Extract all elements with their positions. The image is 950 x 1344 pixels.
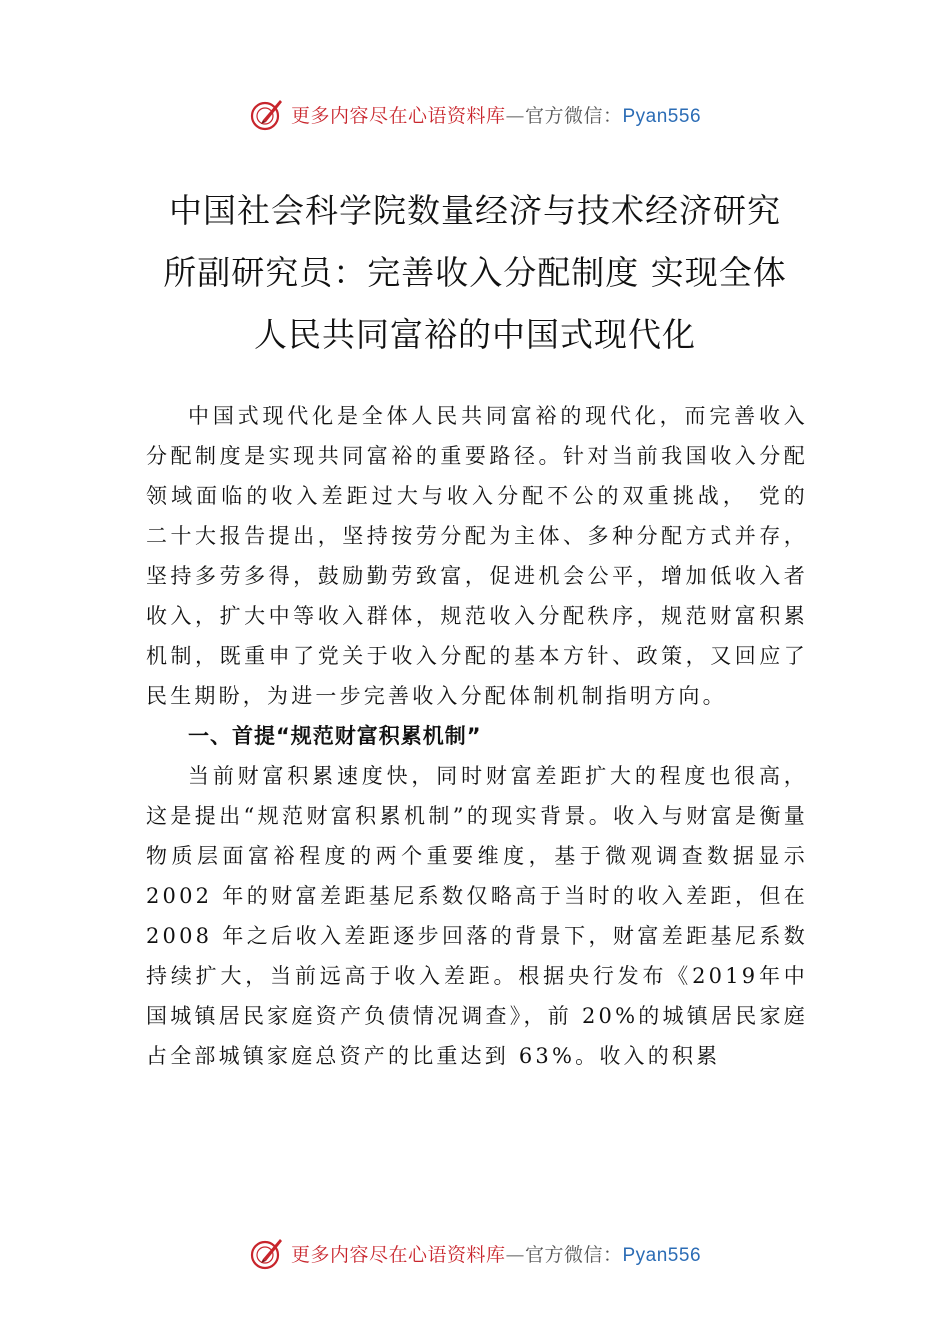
banner-text: 更多内容尽在心语资料库—官方微信：Pyan556 xyxy=(290,1243,702,1266)
document-title xyxy=(100,180,850,366)
title-line-3: 人民共同富裕的中国式现代化 xyxy=(254,315,696,354)
section-heading-1: 一、首提“规范财富积累机制” xyxy=(188,724,482,748)
quill-seal-icon xyxy=(249,1235,285,1271)
paragraph-intro: 中国式现代化是全体人民共同富裕的现代化，而完善收入分配制度是实现共同富裕的重要路径。针对当前我国收入分配领域面临的收入差距过大与收入分配不公的双重挑战， 党的二十大报告提出，坚持按劳分配为主体、多种分配方式并存，坚持多劳多得，鼓励勤劳致富，促进机会公平，增加低收入者收入，扩大中等收入群体，规范收入分配秩序，规范财富积累机制，既重申了党关于收入分配的基本方针、政策，又回应了民生期盼，为进一步完善收入分配体制机制指明方向。 xyxy=(146,404,808,708)
paragraph-section-1: 当前财富积累速度快，同时财富差距扩大的程度也很高，这是提出“规范财富积累机制”的现实背景。收入与财富是衡量物质层面富裕程度的两个重要维度，基于微观调查数据显示 2002 年的财富差距基尼系数仅略高于当时的收入差距，但在 2008 年之后收入差距逐步回落的背景下，财富差距基尼系数持续扩大，当前远高于收入差距。根据央行发布《2019年中国城镇居民家庭资产负债情况调查》，前 20%的城镇居民家庭占全部城镇家庭总资产的比重达到 63%。收入的积累 xyxy=(146,764,808,1068)
document-body xyxy=(146,396,808,1076)
header-banner xyxy=(0,92,950,136)
banner-text: 更多内容尽在心语资料库—官方微信：Pyan556 xyxy=(290,104,702,127)
title-line-1: 中国社会科学院数量经济与技术经济研究 xyxy=(169,191,781,230)
footer-banner xyxy=(0,1231,950,1275)
title-line-2: 所副研究员：完善收入分配制度 实现全体 xyxy=(163,253,787,292)
quill-seal-icon xyxy=(249,96,285,132)
